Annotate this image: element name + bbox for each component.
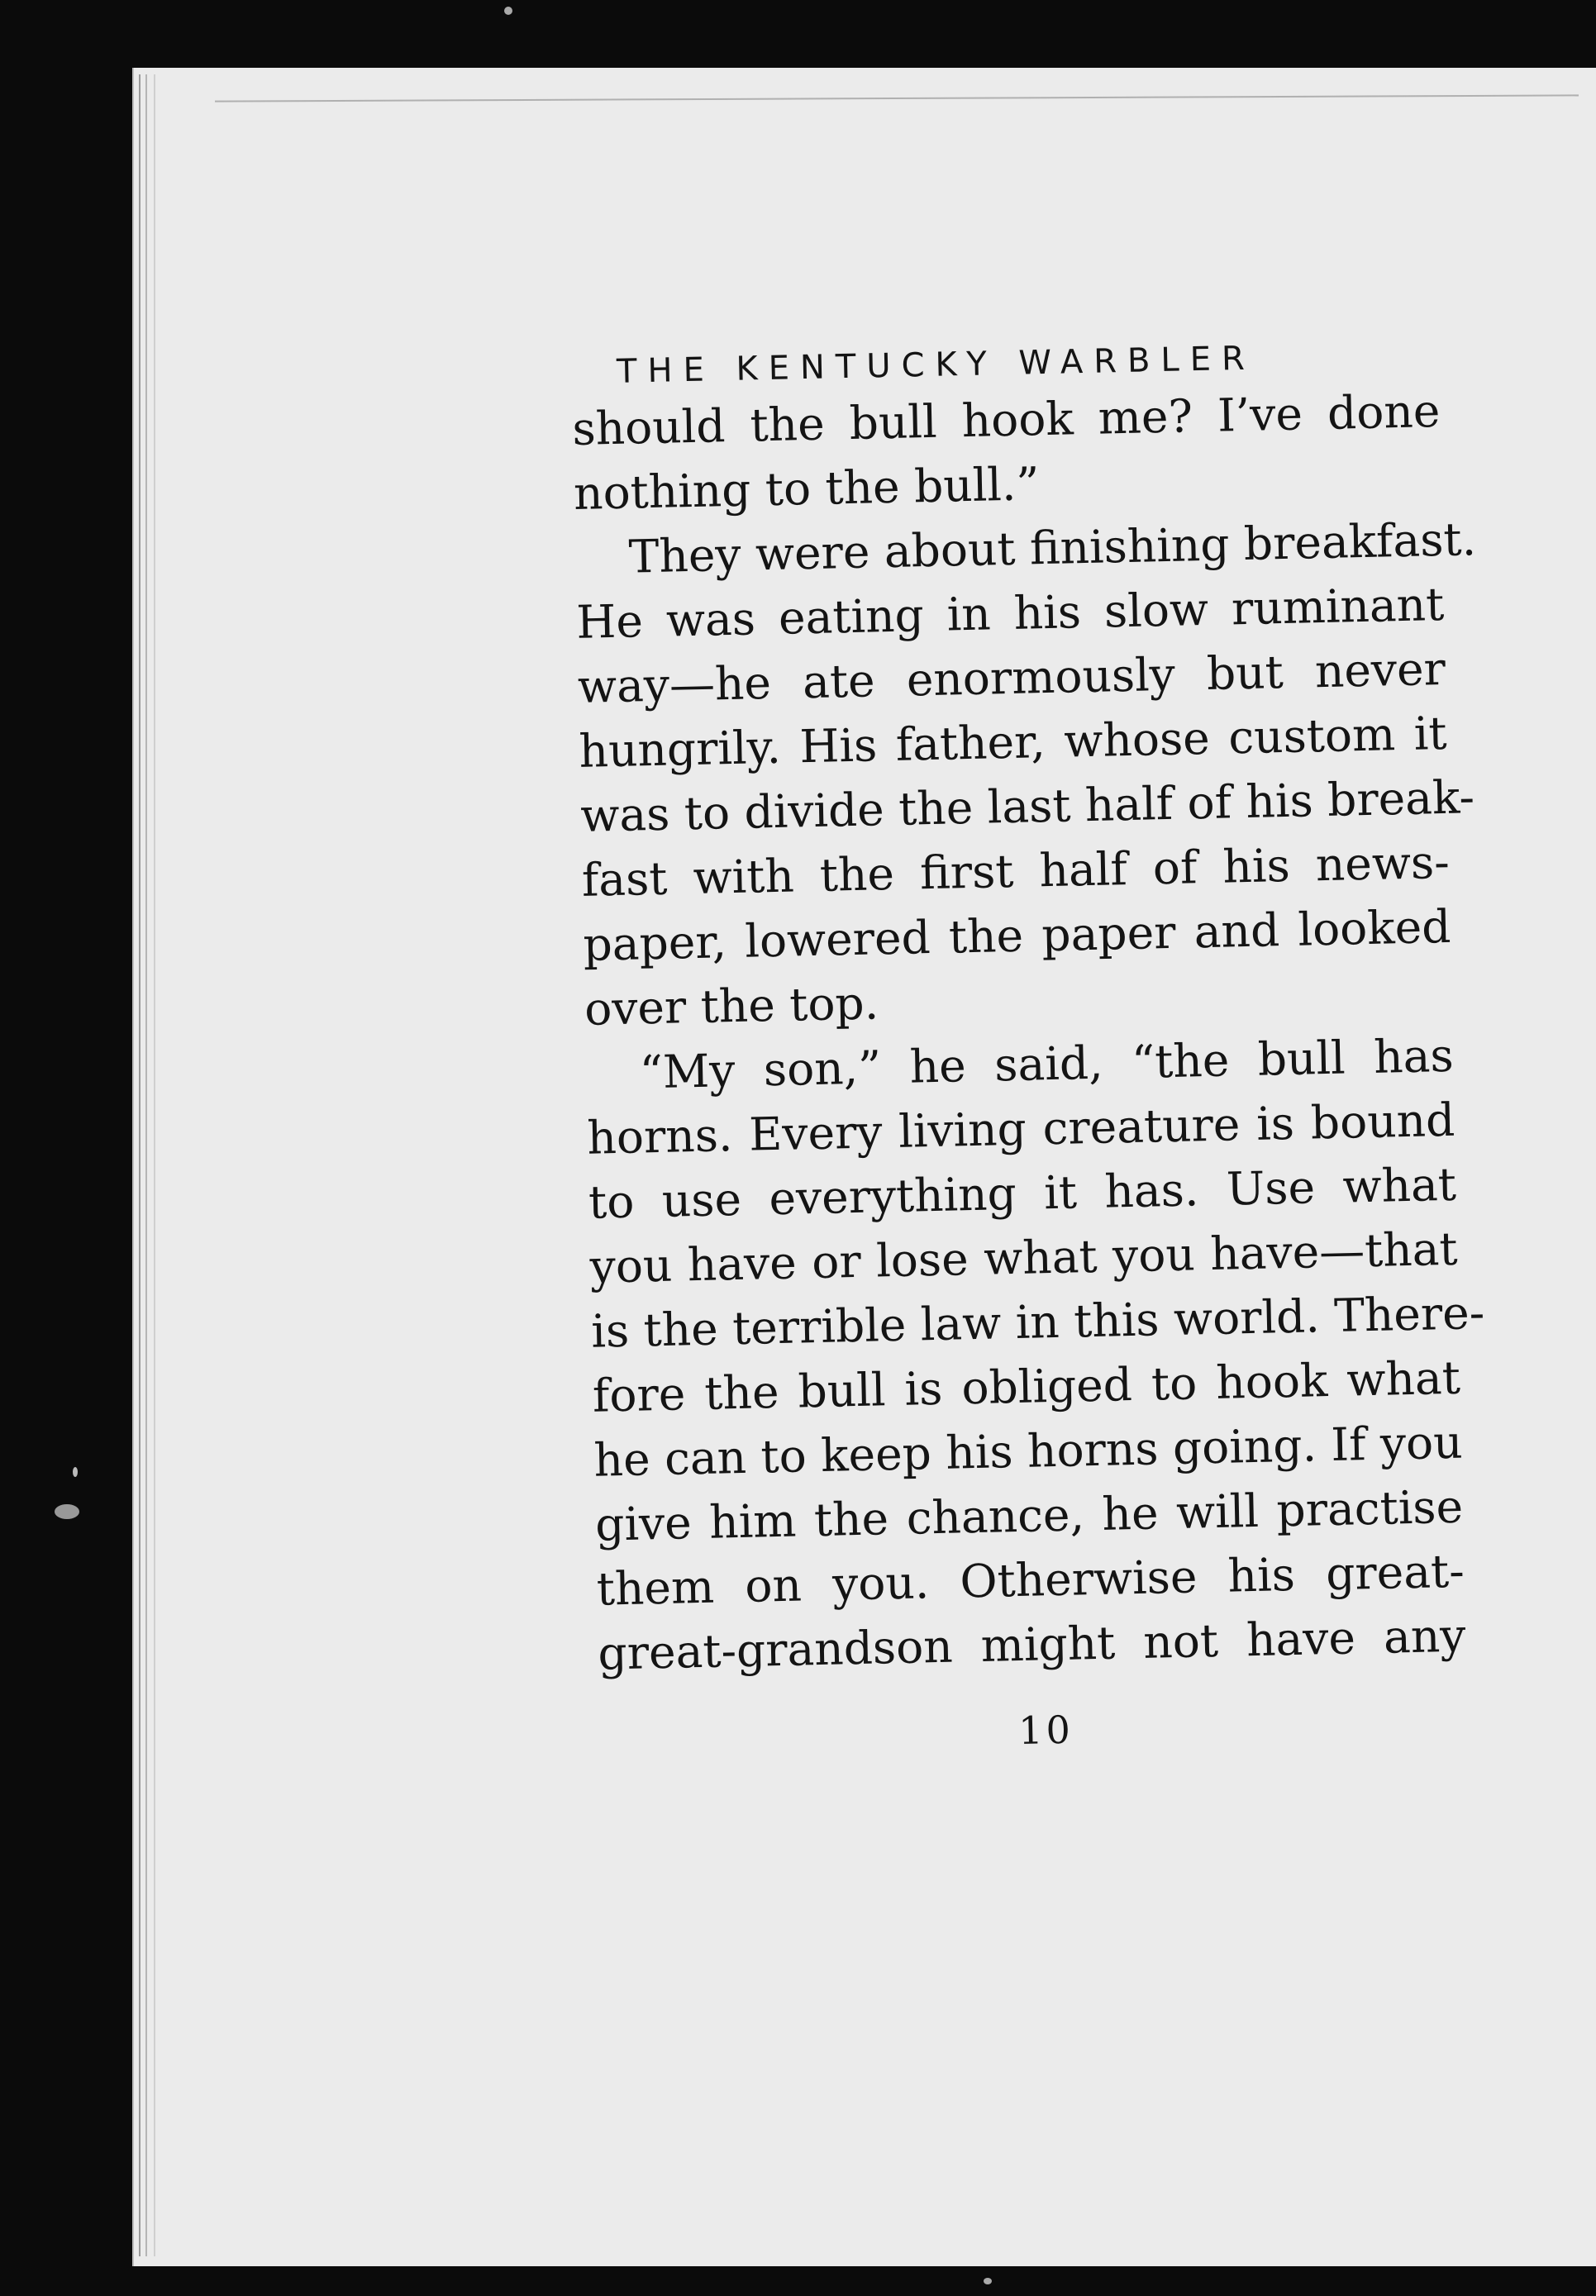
body-text [571, 379, 1485, 1686]
text-line: paper, lowered the paper and looked [582, 899, 1452, 971]
text-line: fast with the first half of his news- [581, 835, 1451, 907]
page-edge [139, 74, 141, 2256]
scan-artifact [73, 1467, 78, 1477]
text-line: give him the chance, he will practise [594, 1479, 1464, 1551]
page-edge [154, 74, 155, 2256]
text-line: fore the bull is obliged to hook what [592, 1350, 1461, 1422]
text-line: great-grandson might not have any [597, 1608, 1466, 1680]
text-line: He was eating in his slow ruminant [575, 577, 1445, 649]
text-line: They were about finishing breakfast. [628, 512, 1477, 584]
text-line: should the bull hook me? I’ve done [571, 383, 1441, 455]
page-edge [145, 74, 147, 2256]
text-line: hungrily. His father, whose custom it [578, 706, 1448, 778]
text-line: was to divide the last half of his break- [579, 770, 1475, 842]
page-number: 10 [1017, 1707, 1074, 1754]
text-line: nothing to the bull.” [573, 457, 1041, 520]
text-line: over the top. [584, 976, 879, 1036]
text-line: is the terrible law in this world. There- [590, 1286, 1485, 1358]
text-line: he can to keep his horns going. If you [593, 1415, 1464, 1487]
scan-artifact [984, 2278, 992, 2284]
text-line: way—he ate enormously but never [577, 641, 1446, 713]
running-head: THE KENTUCKY WARBLER [616, 339, 1256, 391]
text-line: to use everything it has. Use what [588, 1157, 1457, 1229]
page-content [570, 312, 1485, 1762]
text-line: them on you. Otherwise his great- [596, 1544, 1465, 1616]
scan-artifact [504, 7, 512, 15]
text-line: you have or lose what you have—that [589, 1222, 1459, 1293]
text-line: horns. Every living creature is bound [586, 1093, 1455, 1165]
text-line: “My son,” he said, “the bull has [639, 1028, 1455, 1099]
scan-artifact [55, 1504, 79, 1519]
